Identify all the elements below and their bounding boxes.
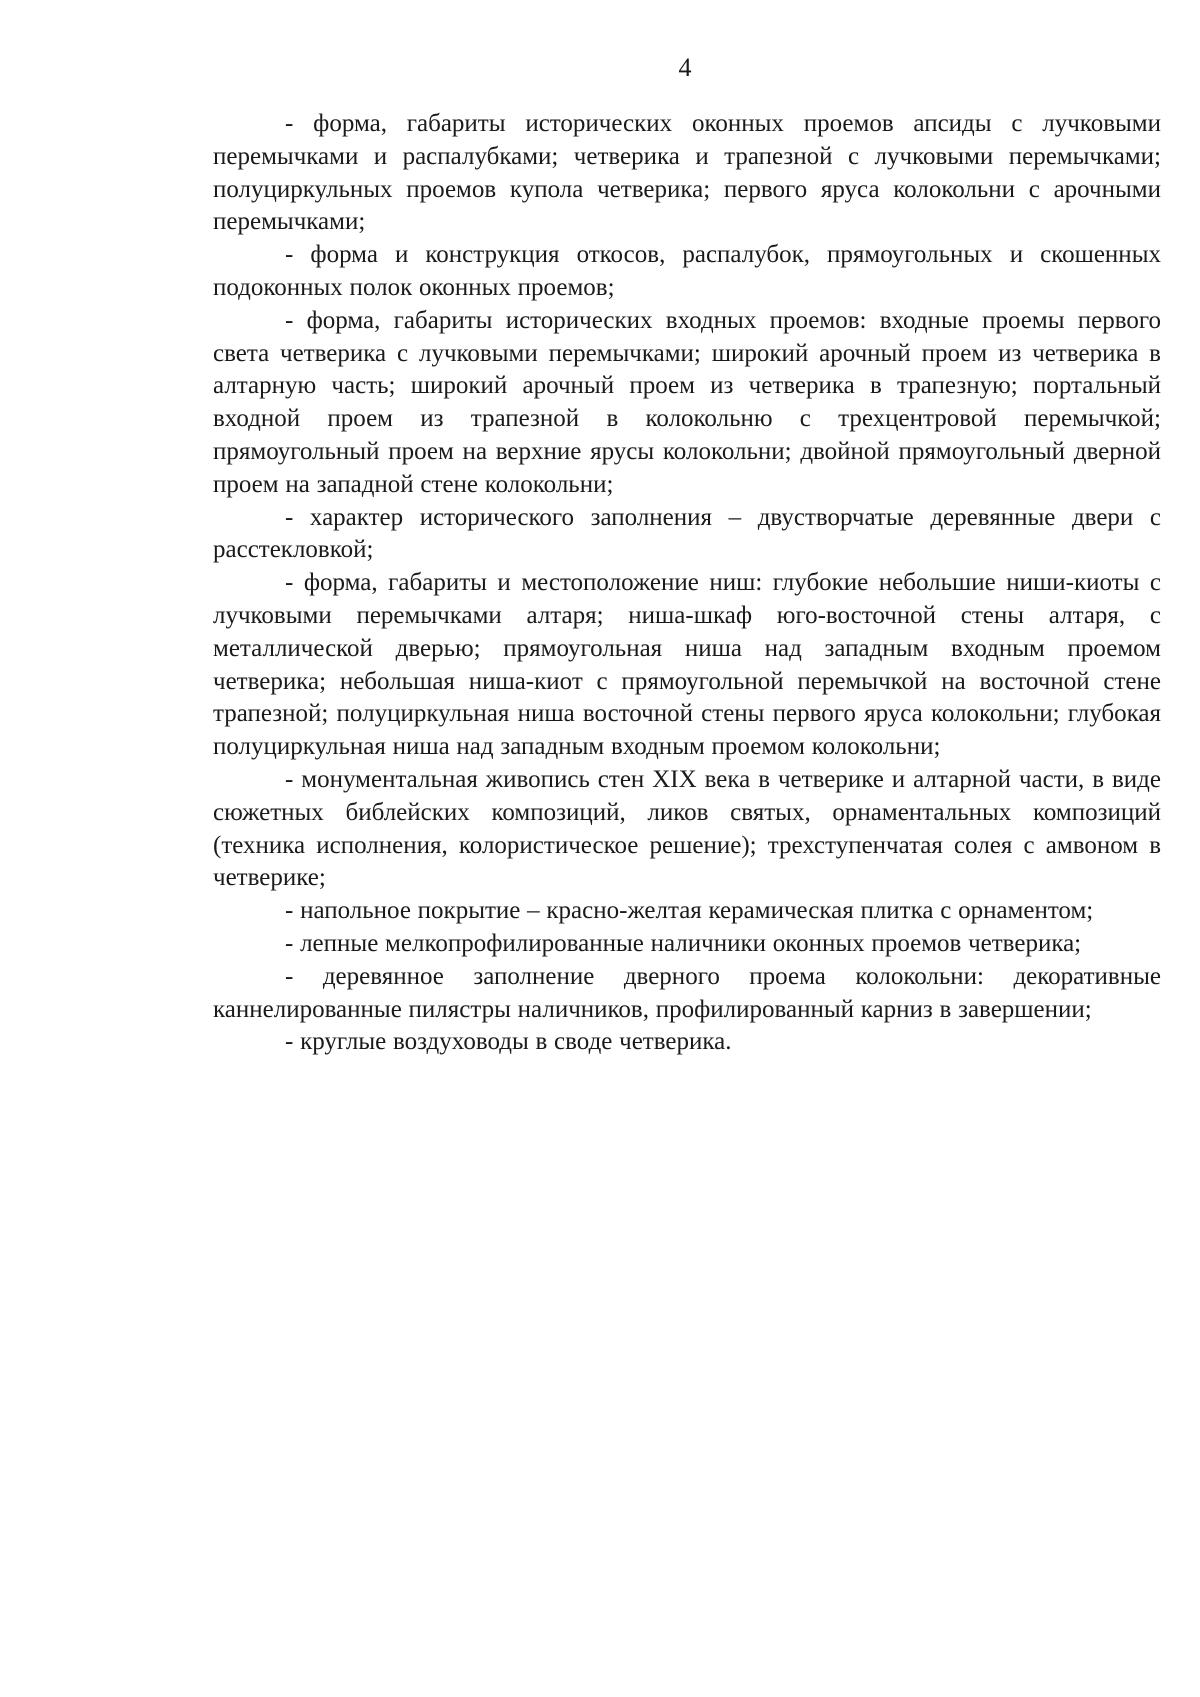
paragraph-door-filling: - характер исторического заполнения – двустворчатые деревянные двери с расстекловкой; — [213, 503, 1161, 564]
paragraph-slopes-sills: - форма и конструкция откосов, распалубок, прямоугольных и скошенных подоконных полок оконных проемов; — [213, 241, 1161, 301]
paragraph-niches: - форма, габариты и местоположение ниш: глубокие небольшие ниши-киоты с лучковыми перемычками алтаря; ниша-шкаф юго-восточной стены алтаря, с металлической дверью; прямоугольная ниша над западным входным проемом четверика; небольшая ниша-киот с прямоугольной перемычкой на восточной стене трапезной; полуциркульная ниша восточной стены первого яруса колокольни; глубокая полуциркульная ниша над западным входным проемом колокольни; — [213, 569, 1161, 761]
paragraph-air-ducts: - круглые воздуховоды в своде четверика. — [285, 1028, 732, 1056]
page-number: 4 — [678, 53, 692, 82]
paragraph-window-openings: - форма, габариты исторических оконных проемов апсиды с лучковыми перемычками и распалубками; четверика и трапезной с лучковыми перемычками; полуциркульных проемов купола четверика; первого яруса колокольни с арочными перемычками; — [213, 110, 1161, 236]
paragraph-floor-covering: - напольное покрытие – красно-желтая керамическая плитка с орнаментом; — [285, 897, 1094, 925]
paragraph-window-casings: - лепные мелкопрофилированные наличники оконных проемов четверика; — [285, 929, 1082, 957]
paragraph-wall-painting: - монументальная живопись стен XIX века в четверике и алтарной части, в виде сюжетных библейских композиций, ликов святых, орнаментальных композиций (техника исполнения, колористическое решение); трехступенчатая солея с амвоном в четверике; — [213, 765, 1161, 892]
document-body — [213, 108, 1161, 1059]
paragraph-entrance-openings: - форма, габариты исторических входных проемов: входные проемы первого света четверика с лучковыми перемычками; широкий арочный проем из четверика в алтарную часть; широкий арочный проем из четверика в трапезную; портальный входной проем из трапезной в колокольню с трехцентровой перемычкой; прямоугольный проем на верхние ярусы колокольни; двойной прямоугольный дверной проем на западной стене колокольни; — [213, 306, 1161, 498]
paragraph-bell-tower-door: - деревянное заполнение дверного проема колокольни: декоративные каннелированные пилястры наличников, профилированный карниз в завершении; — [213, 962, 1161, 1023]
